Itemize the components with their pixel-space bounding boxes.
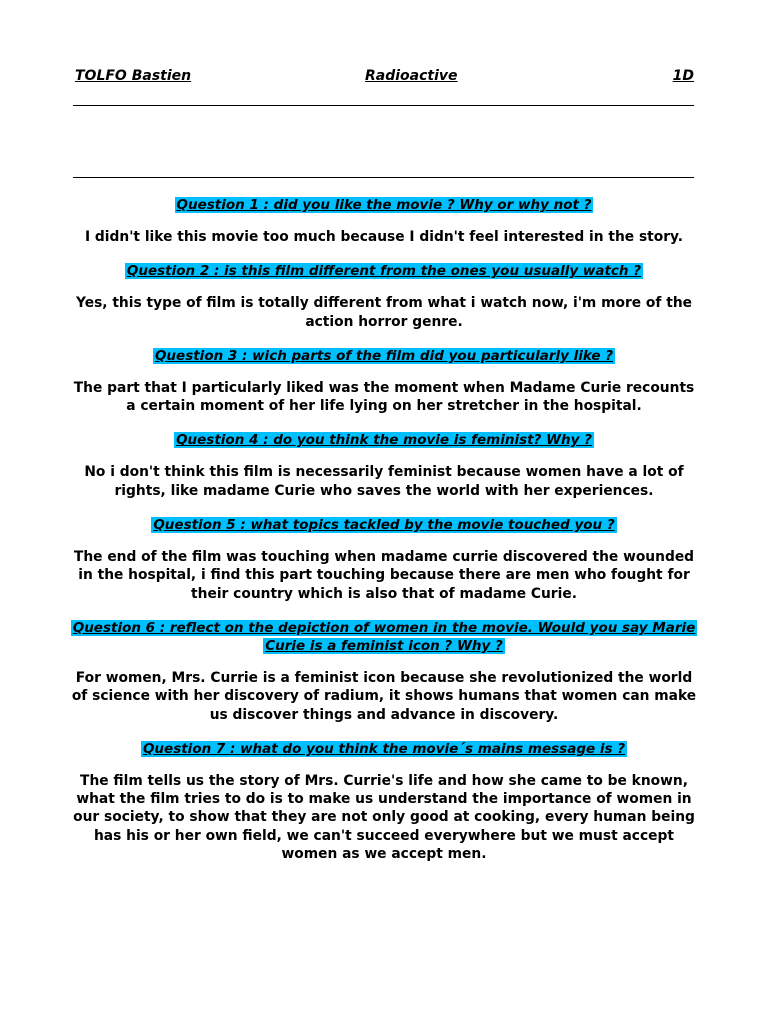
answer-7: The film tells us the story of Mrs. Currie's life and how she came to be known, what the film tries to do is to make us understand the importance of women in our society, to show that they are not only good at cooking, every human being has his or her own field, we can't succeed everywhere but we must accept women as we accept men. xyxy=(73,772,695,863)
document-header xyxy=(75,68,694,88)
answer-5: The end of the film was touching when madame currie discovered the wounded in the hospital, i find this part touching because there are men who fought for their country which is also that of madame Curie. xyxy=(73,549,695,602)
answer-6: For women, Mrs. Currie is a feminist icon because she revolutionized the world of science with her discovery of radium, it shows humans that women can make us discover things and advance in discovery. xyxy=(71,669,697,723)
header-divider xyxy=(73,105,694,106)
document-title: Radioactive xyxy=(365,68,458,84)
section-divider xyxy=(73,177,694,178)
question-6: Question 6 : reflect on the depiction of women in the movie. Would you say Marie Curie is a feminist icon ? Why ? xyxy=(72,619,696,654)
question-5: Question 5 : what topics tackled by the movie touched you ? xyxy=(153,517,615,534)
question-7: Question 7 : what do you think the movie´s mains message is ? xyxy=(142,740,626,757)
answer-4: No i don't think this film is necessarily feminist because women have a lot of rights, like madame Curie who saves the world with her experiences. xyxy=(84,464,684,499)
qa-item-2 xyxy=(70,262,698,331)
qa-list xyxy=(70,196,698,879)
answer-2: Yes, this type of film is totally different from what i watch now, i'm more of the action horror genre. xyxy=(76,295,692,330)
qa-item-1 xyxy=(70,196,698,246)
answer-1: I didn't like this movie too much because I didn't feel interested in the story. xyxy=(84,229,684,245)
question-2: Question 2 : is this film different from the ones you usually watch ? xyxy=(126,263,642,280)
question-1: Question 1 : did you like the movie ? Why or why not ? xyxy=(176,197,592,213)
qa-item-3 xyxy=(70,347,698,416)
question-4: Question 4 : do you think the movie is feminist? Why ? xyxy=(176,432,592,449)
qa-item-6 xyxy=(70,619,698,724)
qa-item-7 xyxy=(70,740,698,863)
qa-item-5 xyxy=(70,516,698,603)
question-3: Question 3 : wich parts of the film did you particularly like ? xyxy=(154,347,614,364)
student-name: TOLFO Bastien xyxy=(75,68,192,84)
class-label: 1D xyxy=(672,68,694,84)
answer-3: The part that I particularly liked was the moment when Madame Curie recounts a certain moment of her life lying on her stretcher in the hospital. xyxy=(73,379,695,415)
qa-item-4 xyxy=(70,431,698,500)
